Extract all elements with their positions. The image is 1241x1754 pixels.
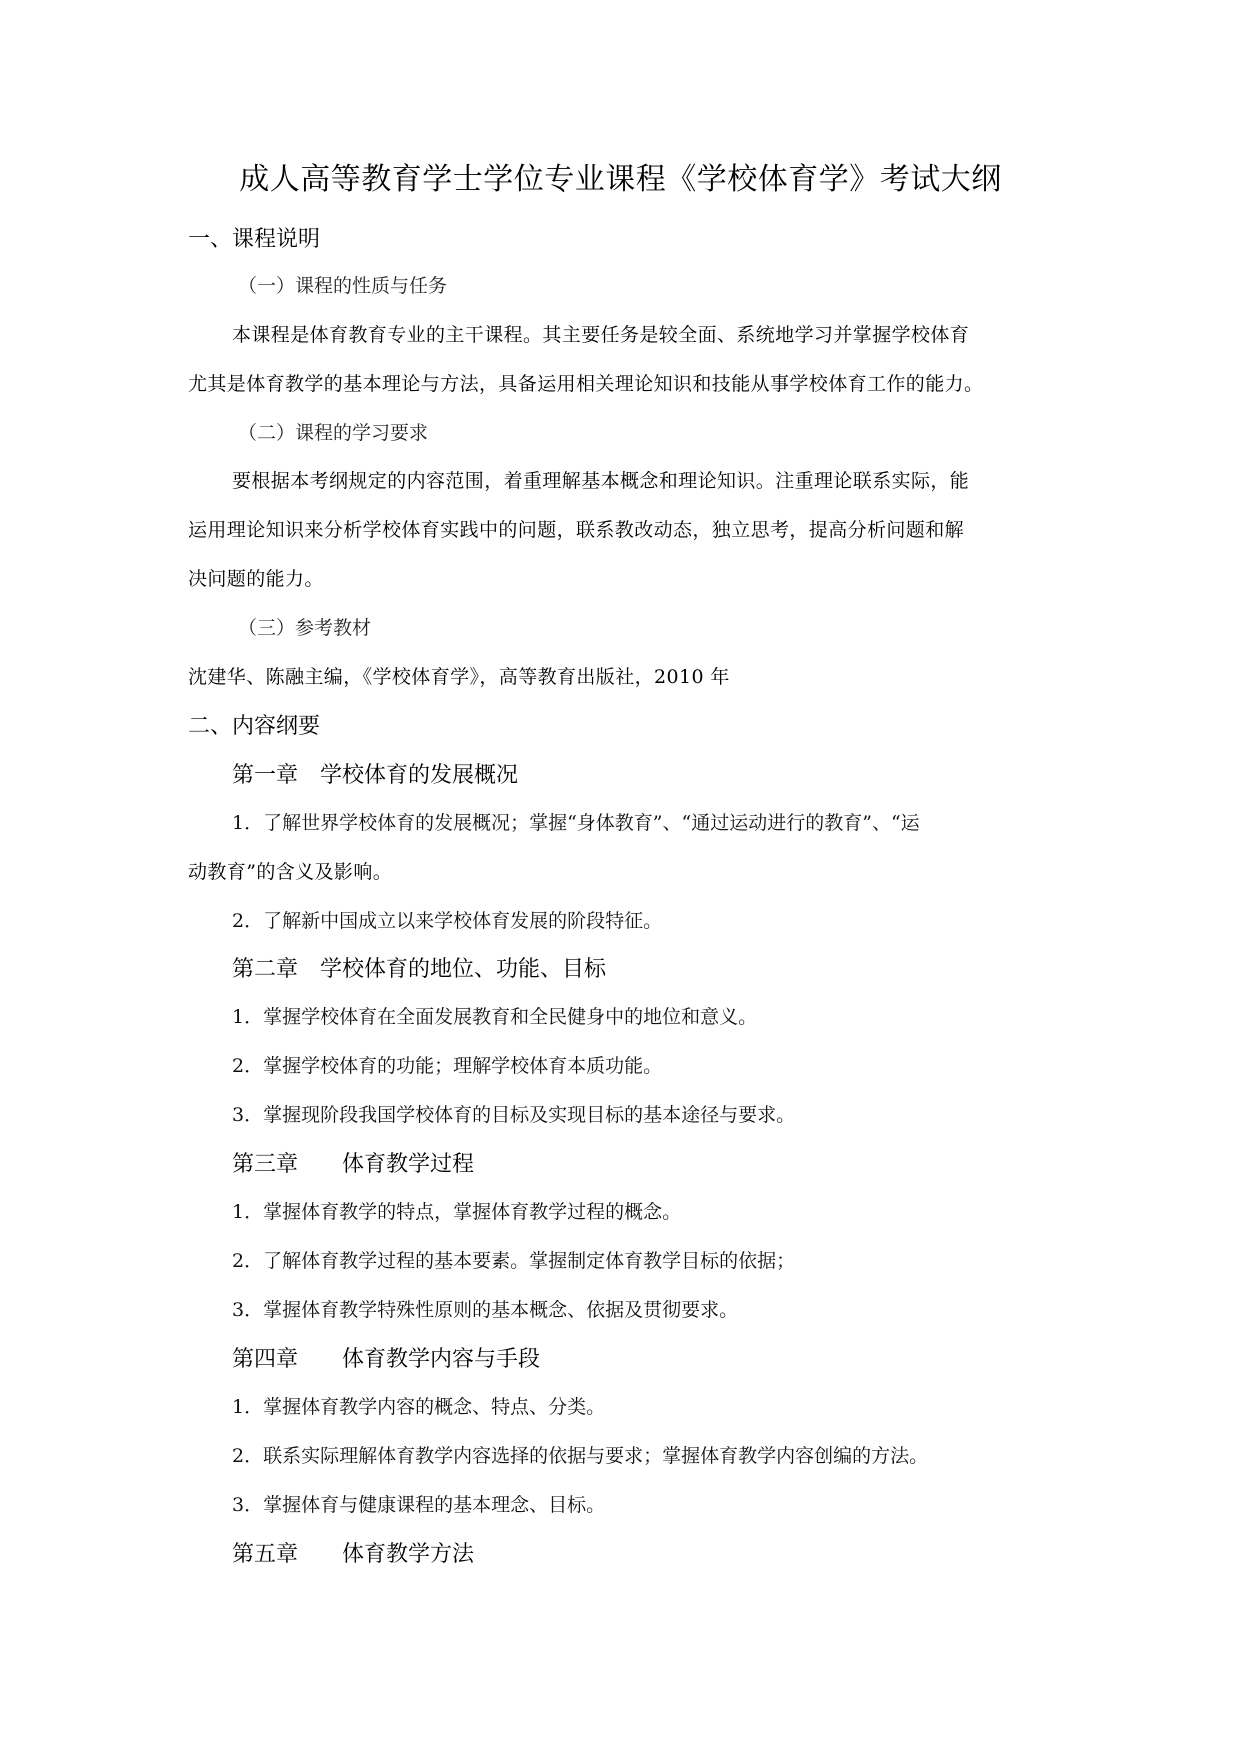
list-item-continuation: 动教育”的含义及影响。	[188, 861, 393, 883]
list-item: 3．掌握体育教学特殊性原则的基本概念、依据及贯彻要求。	[232, 1299, 739, 1321]
list-item: 1．掌握学校体育在全面发展教育和全民健身中的地位和意义。	[232, 1006, 758, 1028]
reference-citation: 沈建华、陈融主编，《学校体育学》，高等教育出版社，2010 年	[188, 666, 730, 688]
subheading-nature-and-tasks: （一）课程的性质与任务	[238, 275, 448, 297]
section-heading-course-description: 一、课程说明	[188, 227, 321, 252]
chapter-heading-3: 第三章 体育教学过程	[232, 1152, 475, 1177]
list-item: 1．掌握体育教学内容的概念、特点、分类。	[232, 1396, 606, 1418]
section-heading-content-outline: 二、内容纲要	[188, 714, 321, 739]
paragraph-line: 运用理论知识来分析学校体育实践中的问题，联系教改动态，独立思考，提高分析问题和解	[188, 519, 965, 541]
paragraph-line: 决问题的能力。	[188, 568, 324, 590]
list-item: 3．掌握现阶段我国学校体育的目标及实现目标的基本途径与要求。	[232, 1104, 796, 1126]
chapter-heading-2: 第二章 学校体育的地位、功能、目标	[232, 957, 607, 982]
paragraph-line: 要根据本考纲规定的内容范围，着重理解基本概念和理论知识。注重理论联系实际，能	[232, 470, 970, 492]
subheading-reference-textbook: （三）参考教材	[238, 617, 372, 639]
list-item: 1．掌握体育教学的特点，掌握体育教学过程的概念。	[232, 1201, 682, 1223]
subheading-learning-requirements: （二）课程的学习要求	[238, 422, 429, 444]
paragraph-line: 尤其是体育教学的基本理论与方法，具备运用相关理论知识和技能从事学校体育工作的能力。	[188, 373, 984, 395]
chapter-heading-4: 第四章 体育教学内容与手段	[232, 1347, 541, 1372]
list-item: 2．了解体育教学过程的基本要素。掌握制定体育教学目标的依据；	[232, 1250, 796, 1272]
list-item: 2．了解新中国成立以来学校体育发展的阶段特征。	[232, 910, 663, 932]
list-item: 2．联系实际理解体育教学内容选择的依据与要求；掌握体育教学内容创编的方法。	[232, 1445, 929, 1467]
chapter-heading-5: 第五章 体育教学方法	[232, 1542, 475, 1567]
list-item: 1．了解世界学校体育的发展概况；掌握“身体教育”、“通过运动进行的教育”、“运	[232, 812, 920, 834]
paragraph-line: 本课程是体育教育专业的主干课程。其主要任务是较全面、系统地学习并掌握学校体育	[232, 324, 970, 346]
chapter-heading-1: 第一章 学校体育的发展概况	[232, 763, 519, 788]
list-item: 2．掌握学校体育的功能；理解学校体育本质功能。	[232, 1055, 663, 1077]
document-title: 成人高等教育学士学位专业课程《学校体育学》考试大纲	[239, 162, 1002, 197]
list-item: 3．掌握体育与健康课程的基本理念、目标。	[232, 1494, 606, 1516]
